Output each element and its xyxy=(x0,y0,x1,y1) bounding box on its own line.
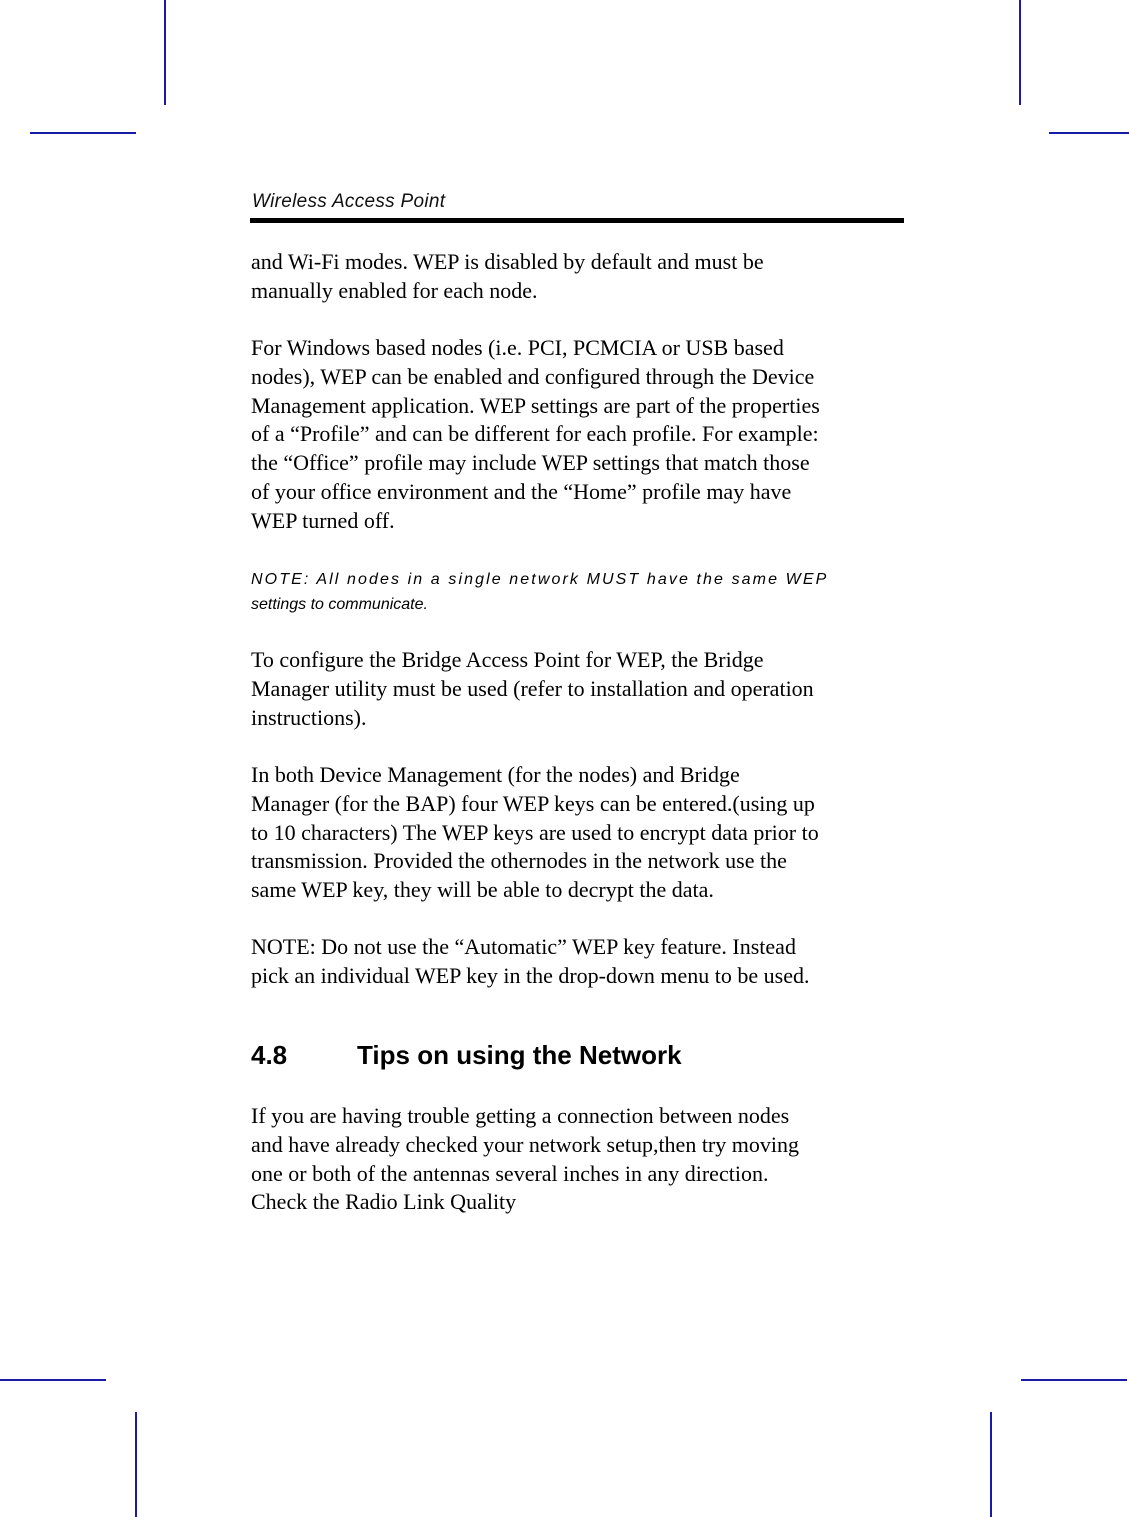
text-line: Manager (for the BAP) four WEP keys can be entered.(using up xyxy=(251,790,815,816)
paragraph-windows-nodes xyxy=(251,334,820,536)
note-line: settings to communicate. xyxy=(251,596,428,613)
text-line: nodes), WEP can be enabled and configured through the Device xyxy=(251,363,815,389)
text-line: For Windows based nodes (i.e. PCI, PCMCIA or USB based xyxy=(251,335,784,360)
text-line: If you are having trouble getting a connection between nodes xyxy=(251,1103,790,1128)
text-line: and have already checked your network setup,then try moving xyxy=(251,1131,799,1157)
text-line: of your office environment and the “Home” profile may have xyxy=(251,478,792,504)
text-line: transmission. Provided the othernodes in the network use the xyxy=(251,848,787,874)
header-rule xyxy=(250,218,904,223)
crop-mark-top-left-horizontal xyxy=(30,132,136,134)
text-line: the “Office” profile may include WEP settings that match those xyxy=(251,450,810,476)
note-same-wep xyxy=(251,566,828,616)
text-line: Manager utility must be used (refer to installation and operation xyxy=(251,675,814,701)
text-line: to 10 characters) The WEP keys are used to encrypt data prior to xyxy=(251,819,819,845)
text-line: To configure the Bridge Access Point for WEP, the Bridge xyxy=(251,647,764,672)
section-heading xyxy=(251,1040,682,1071)
text-line: instructions). xyxy=(251,704,367,730)
text-line: Check the Radio Link Quality xyxy=(251,1189,517,1215)
text-line: one or both of the antennas several inches in any direction. xyxy=(251,1160,769,1186)
crop-mark-top-right-horizontal xyxy=(1049,132,1129,134)
text-line: manually enabled for each node. xyxy=(251,277,538,303)
text-line: NOTE: Do not use the “Automatic” WEP key feature. Instead xyxy=(251,934,796,959)
paragraph-automatic-note xyxy=(251,933,809,991)
section-number: 4.8 xyxy=(251,1040,288,1070)
crop-mark-top-left-vertical xyxy=(164,0,166,105)
text-line: of a “Profile” and can be different for each profile. For example: xyxy=(251,421,819,447)
crop-mark-bottom-right-vertical xyxy=(990,1412,992,1517)
crop-mark-bottom-right-horizontal xyxy=(1021,1379,1127,1381)
section-title: Tips on using the Network xyxy=(357,1040,682,1070)
crop-mark-bottom-left-horizontal xyxy=(0,1379,106,1381)
text-line: In both Device Management (for the nodes) and Bridge xyxy=(251,762,740,787)
crop-mark-bottom-left-vertical xyxy=(135,1412,137,1517)
running-header: Wireless Access Point xyxy=(252,191,446,212)
text-line: pick an individual WEP key in the drop-down menu to be used. xyxy=(251,962,810,988)
text-line: and Wi-Fi modes. WEP is disabled by default and must be xyxy=(251,249,764,274)
text-line: WEP turned off. xyxy=(251,507,395,533)
paragraph-bridge-config xyxy=(251,646,814,732)
text-line: same WEP key, they will be able to decrypt the data. xyxy=(251,877,714,903)
paragraph-wep-modes xyxy=(251,248,764,306)
crop-mark-top-right-vertical xyxy=(1019,0,1021,105)
paragraph-wep-keys xyxy=(251,761,819,905)
text-line: Management application. WEP settings are part of the properties xyxy=(251,392,820,418)
paragraph-network-tips xyxy=(251,1102,799,1217)
note-line: NOTE: All nodes in a single network MUST have the same WEP xyxy=(251,571,829,588)
